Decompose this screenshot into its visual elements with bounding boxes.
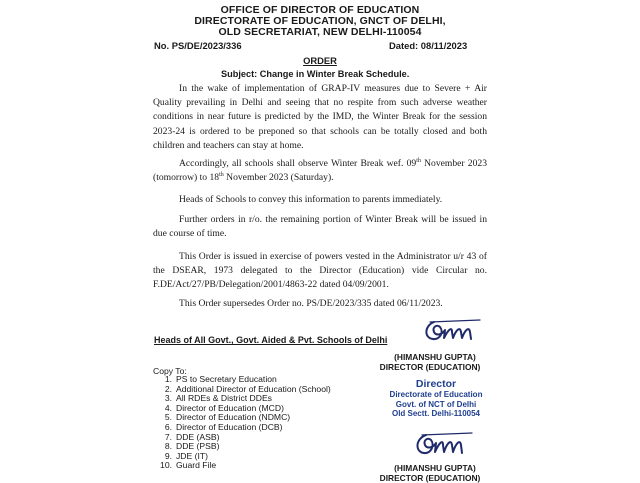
order-number: No. PS/DE/2023/336 [154, 40, 242, 51]
item-number: 9. [164, 450, 172, 461]
paragraph-supersedes: This Order supersedes Order no. PS/DE/2023/335 dated 06/11/2023. [179, 298, 443, 309]
item-text: Director of Education (MCD) [176, 402, 284, 413]
subject-line: Subject: Change in Winter Break Schedule. [221, 69, 410, 79]
address-line: OLD SECRETARIAT, NEW DELHI-110054 [218, 26, 422, 38]
dates-text-a: Accordingly, all schools shall observe Winter Break wef. 09 [179, 158, 417, 169]
dates-text-b: November 2023 (tomorrow) to 18 [153, 158, 487, 184]
signatory2-name: (HIMANSHU GUPTA) [394, 463, 476, 473]
signatory2-designation: DIRECTOR (EDUCATION) [379, 473, 481, 483]
signature-image [420, 318, 490, 344]
dates-sup-1: th [416, 157, 421, 164]
stamp-title: Director [415, 378, 457, 390]
order-date: Dated: 08/11/2023 [389, 40, 468, 51]
item-text: DDE (PSB) [176, 441, 220, 452]
copy-to-label: Copy To: [153, 366, 187, 376]
directorate-title: DIRECTORATE OF EDUCATION, GNCT OF DELHI, [194, 15, 446, 27]
paragraph-further-orders: Further orders in r/o. the remaining portion of Winter Break will be issued in due course of time. [153, 214, 487, 240]
item-text: JDE (IT) [176, 450, 208, 461]
director-stamp [376, 378, 496, 419]
item-number: 4. [164, 402, 172, 413]
signatory-name: (HIMANSHU GUPTA) [394, 352, 476, 362]
item-number: 5. [164, 412, 172, 423]
order-title: ORDER [303, 55, 337, 66]
paragraph-grap: In the wake of implementation of GRAP-IV measures due to Severe + Air Quality prevailing in Delhi and seeing that no respite from such adverse weather conditions in near future is predicted by the IMD, the Winter Break for the session 2023-24 is ordered to be preponed so that schools can be totally closed and both children and teachers can stay at home. [153, 83, 487, 151]
signature-image-2 [410, 430, 482, 458]
item-number: 7. [164, 431, 172, 442]
item-text: Director of Education (DCB) [176, 421, 283, 432]
office-title: OFFICE OF DIRECTOR OF EDUCATION [220, 4, 420, 16]
paragraph-heads-convey: Heads of Schools to convey this information to parents immediately. [179, 194, 443, 205]
copy-to-item [154, 461, 331, 471]
item-text: DDE (ASB) [176, 431, 220, 442]
item-text: Guard File [176, 460, 217, 471]
item-text: All RDEs & District DDEs [176, 393, 272, 404]
stamp-line-3: Old Sectt. Delhi-110054 [391, 409, 481, 418]
dates-sup-2: th [219, 172, 224, 179]
item-text: Director of Education (NDMC) [176, 412, 291, 423]
dates-text-c: November 2023 (Saturday). [223, 172, 334, 184]
paragraph-winter-break-dates [153, 157, 487, 185]
addressee-line: Heads of All Govt., Govt. Aided & Pvt. Schools of Delhi [154, 335, 388, 345]
stamp-line-2: Govt. of NCT of Delhi [395, 399, 477, 409]
item-number: 2. [164, 383, 172, 394]
paragraph-powers: This Order is issued in exercise of powers vested in the Administrator u/r 43 of the DSEAR, 1973 delegated to the Director (Education) vide Circular no. F.DE/Act/27/PB/Delegation/2001/4863-22 dated 04/09/2001. [153, 251, 487, 291]
item-text: Additional Director of Education (School) [176, 383, 331, 394]
stamp-line-1: Directorate of Education [389, 390, 483, 399]
copy-to-list [154, 375, 331, 471]
signatory-designation: DIRECTOR (EDUCATION) [379, 362, 481, 372]
item-number: 1. [164, 374, 172, 384]
item-number: 3. [164, 393, 172, 404]
item-number: 10. [160, 460, 172, 471]
item-number: 6. [164, 421, 172, 432]
item-text: PS to Secretary Education [176, 374, 277, 384]
item-number: 8. [164, 441, 172, 452]
